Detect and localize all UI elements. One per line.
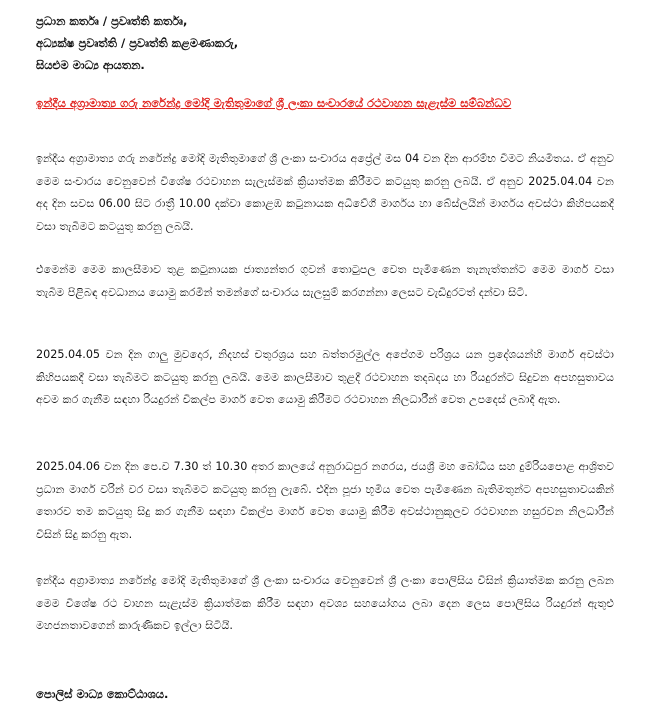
body-paragraph: 2025.04.05 වන දින ගාලු මුවදොර, නිදහස් චතුරශ්‍රය සහ බත්තරමුල්ල අපේගම පරිශ්‍රය යන ප්‍රදේශයන්හි මාර්ග අවස්ථා කිහිපයකදී වසා තැබීමට කටයුතු කරනු ලබයි. මෙම කාලසීමාව තුළදී රථවාහන තදබදය හා රියදුරන්ට සිදුවන අපහසුතාවය අවම කර ගැනීම සඳහා රියදුරන් විකල්ප මාර්ග වෙත යොමු කිරීමට රථවාහන නිලධාරීන් වෙත උපදෙස් ලබාදී ඇත.: [36, 348, 614, 406]
body-paragraph: ඉන්දීය අග්‍රාමාත්‍ය ගරු නරේන්ද්‍ර මෝදි මැතිතුමාගේ ශ්‍රී ලංකා සංචාරය අප්‍රේල් මස 04 වන දින ආරම්භ වීමට නියමිතය. ඒ අනුව මෙම සංචාරය වෙනුවෙන් විශේෂ රථවාහන සැලැස්මක් ක්‍රියාත්මක කිරීමට කටයුතු කරනු ලබයි. ඒ අනුව 2025.04.04 වන අද දින සවස 06.00 සිට රාත්‍රී 10.00 දක්වා කොළඹ කටුනායක අධිවේගී මාර්ගය හා බේස්ලයින් මාර්ගය අවස්ථා කිහිපයකදී වසා තැබීමට කටයුතු කරනු ලබයි.: [36, 152, 614, 233]
addressee-block: [36, 10, 616, 76]
body-paragraph: එමෙන්ම මෙම කාලසීමාව තුළ කටුනායක ජාත්‍යන්තර ගුවන් තොටුපල වෙත පැමිණෙන තැනැත්තන්ට මෙම මාර්ග වසා තැබීම පිළිබඳ අවධානය යොමු කරමින් තමන්ගේ සංචාරය සැලසුම් කරගන්නා ලෙසට වැඩිදුරටත් දන්වා සිටී.: [36, 263, 614, 299]
body-paragraph: ඉන්දීය අග්‍රාමාත්‍ය නරේන්ද්‍ර මෝදි මැතිතුමාගේ ශ්‍රී ලංකා සංචාරය වෙනුවෙන් ශ්‍රී ලංකා පොලිසිය විසින් ක්‍රියාත්මක කරනු ලබන මෙම විශේෂ රථ වාහන සැළැස්ම ක්‍රියාත්මක කිරීම සඳහා අවශ්‍ය සහයෝගය ලබා දෙන ලෙස පොලිසිය රියදුරන් ඇතුළු මහජනතාවගෙන් කාරුණිකව ඉල්ලා සිටියි.: [36, 574, 614, 632]
addressee-line: සියළුම මාධ්‍ය ආයතන.: [36, 58, 145, 72]
addressee-line: ප්‍රධාන කර්තෘ / ප්‍රවෘත්ති කර්තෘ,: [36, 14, 188, 28]
subject-heading: ඉන්දීය අග්‍රාමාත්‍ය ගරු නරේන්ද්‍ර මෝදි මැතිතුමාගේ ශ්‍රී ලංකා සංචාරයේ රථවාහන සැළැස්ම සම්බන්ධව: [36, 96, 512, 110]
body-paragraph: 2025.04.06 වන දින පෙ.ව 7.30 ත් 10.30 අතර කාලයේ අනුරාධපුර නගරය, ජයශ්‍රී මහ බෝධිය සහ දුම්රියපොළ ආශ්‍රිතව ප්‍රධාන මාර්ග වරින් වර වසා තැබීමට කටයුතු කරනු ලැබේ. එදින පූජා භූමිය වෙත පැමිණෙන බැතිමතුන්ට අපහසුතාවයකින් තොරව තම කටයුතු සිදු කර ගැනීම සඳහා විකල්ප මාර්ග වෙත යොමු කිරීම අවස්ථානුකූලව රථවාහන හසුරවන නිලධාරීන් විසින් සිදු කරනු ඇත.: [36, 460, 614, 541]
signature-line: පොලිස් මාධ්‍ය කොට්ඨාශය.: [36, 687, 169, 701]
addressee-line: අධ්‍යක්ෂ ප්‍රවෘත්ති / ප්‍රවෘත්ති කළමණාකරු,: [36, 36, 239, 50]
